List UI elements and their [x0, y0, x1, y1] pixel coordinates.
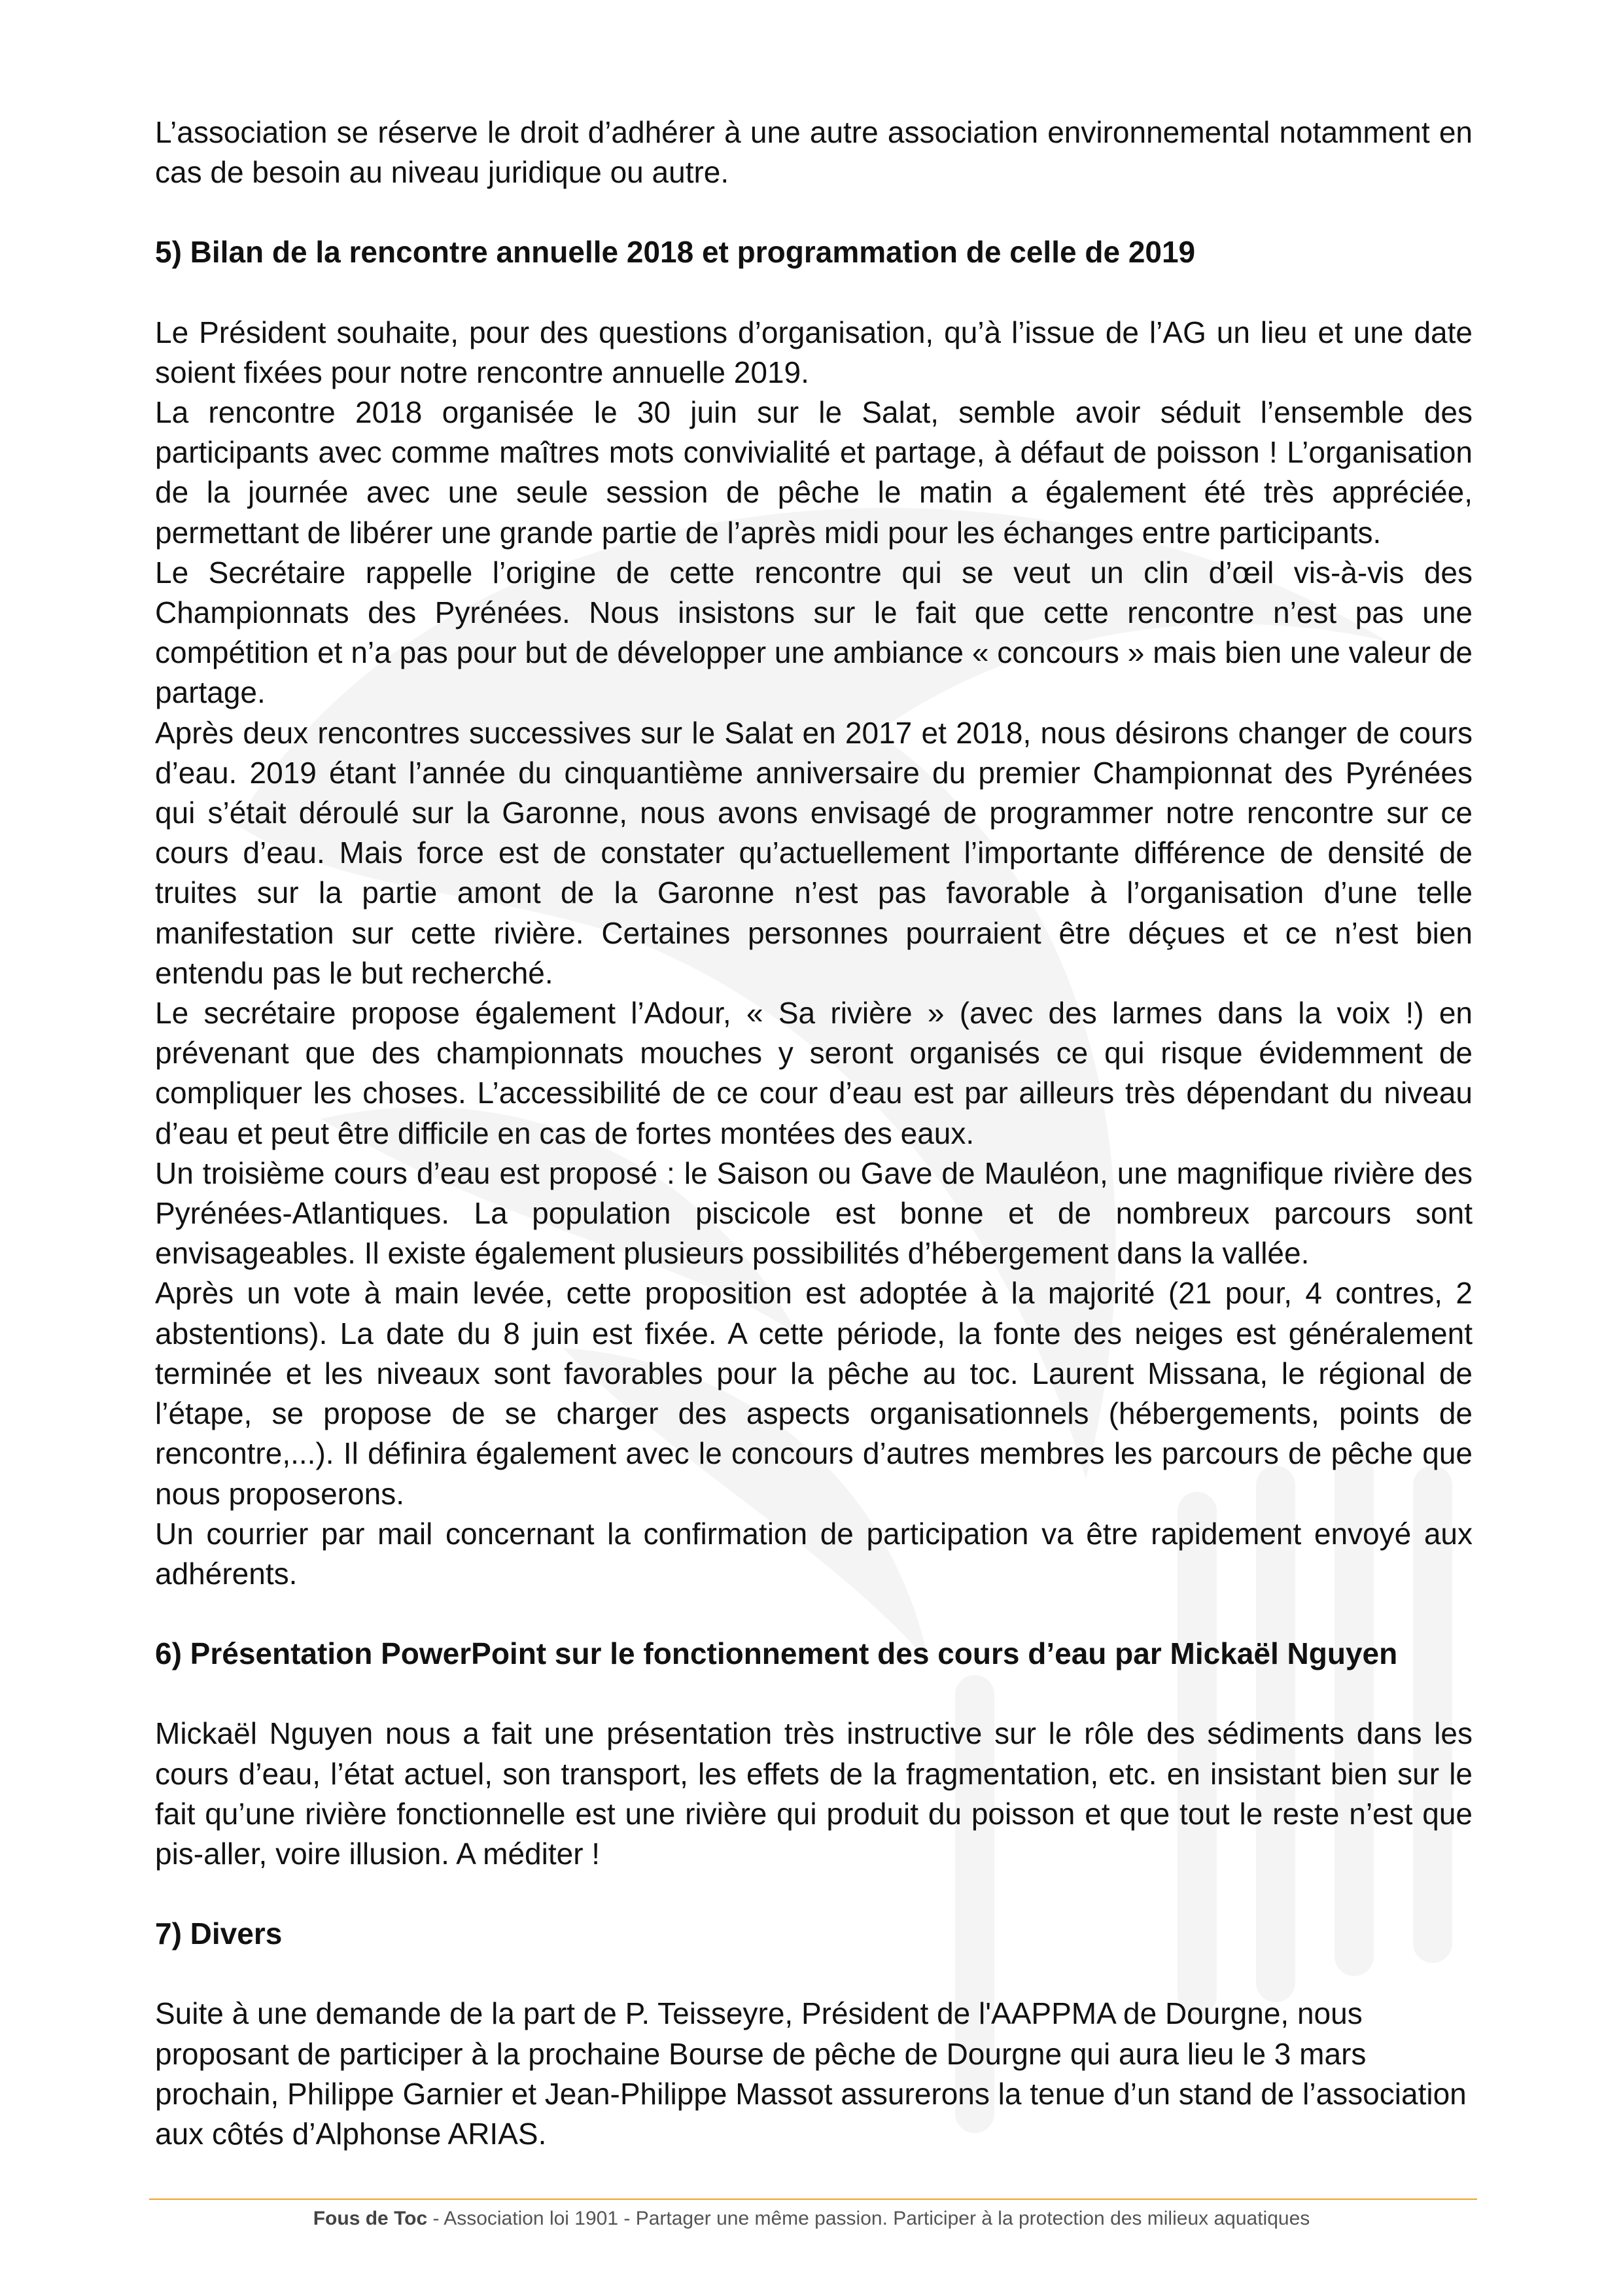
footer-org-name: Fous de Toc	[313, 2208, 428, 2229]
section5-paragraph-8: Un courrier par mail concernant la confirmation de participation va être rapidement envoyé aux adhérents.	[155, 1516, 1473, 1591]
page-footer	[0, 2208, 1623, 2230]
section7-paragraph: Suite à une demande de la part de P. Teisseyre, Président de l'AAPPMA de Dourgne, nous proposant de participer à la prochaine Bourse de pêche de Dourgne qui aura lieu le 3 mars prochain, Philippe Garnier et Jean-Philippe Massot assurerons la tenue d’un stand de l’association aux côtés d’Alphonse ARIAS.	[155, 1996, 1467, 2151]
section6-paragraph: Mickaël Nguyen nous a fait une présentation très instructive sur le rôle des sédiments dans les cours d’eau, l’état actuel, son transport, les effets de la fragmentation, etc. en insistant bien sur le fait qu’une rivière fonctionnelle est une rivière qui produit du poisson et que tout le reste n’est que pis-aller, voire illusion. A méditer !	[155, 1716, 1473, 1871]
section5-paragraph-2: La rencontre 2018 organisée le 30 juin sur le Salat, semble avoir séduit l’ensemble des participants avec comme maîtres mots convivialité et partage, à défaut de poisson ! L’organisation de la journée avec une seule session de pêche le matin a également été très appréciée, permettant de libérer une grande partie de l’après midi pour les échanges entre participants.	[155, 395, 1473, 550]
footer-text: - Association loi 1901 - Partager une même passion. Participer à la protection des milieux aquatiques	[427, 2208, 1310, 2229]
section5-paragraph-7: Après un vote à main levée, cette proposition est adoptée à la majorité (21 pour, 4 contres, 2 abstentions). La date du 8 juin est fixée. A cette période, la fonte des neiges est généralement terminée et les niveaux sont favorables pour la pêche au toc. Laurent Missana, le régional de l’étape, se propose de se charger des aspects organisationnels (hébergements, points de rencontre,...). Il définira également avec le concours d’autres membres les parcours de pêche que nous proposerons.	[155, 1276, 1473, 1511]
section5-heading: 5) Bilan de la rencontre annuelle 2018 et programmation de celle de 2019	[155, 235, 1196, 270]
section5-paragraph-1: Le Président souhaite, pour des questions d’organisation, qu’à l’issue de l’AG un lieu et une date soient fixées pour notre rencontre annuelle 2019.	[155, 315, 1473, 389]
section5-paragraph-3: Le Secrétaire rappelle l’origine de cette rencontre qui se veut un clin d’œil vis-à-vis des Championnats des Pyrénées. Nous insistons sur le fait que cette rencontre n’est pas une compétition et n’a pas pour but de développer une ambiance « concours » mais bien une valeur de partage.	[155, 555, 1473, 710]
intro-paragraph: L’association se réserve le droit d’adhérer à une autre association environnemental notamment en cas de besoin au niveau juridique ou autre.	[155, 115, 1473, 190]
section5-paragraph-6: Un troisième cours d’eau est proposé : le Saison ou Gave de Mauléon, une magnifique rivière des Pyrénées-Atlantiques. La population piscicole est bonne et de nombreux parcours sont envisageables. Il existe également plusieurs possibilités d’hébergement dans la vallée.	[155, 1156, 1473, 1271]
section7-heading: 7) Divers	[155, 1916, 283, 1951]
section6-heading: 6) Présentation PowerPoint sur le fonctionnement des cours d’eau par Mickaël Nguyen	[155, 1636, 1398, 1671]
section5-paragraph-4: Après deux rencontres successives sur le Salat en 2017 et 2018, nous désirons changer de cours d’eau. 2019 étant l’année du cinquantième anniversaire du premier Championnat des Pyrénées qui s’était déroulé sur la Garonne, nous avons envisagé de programmer notre rencontre sur ce cours d’eau. Mais force est de constater qu’actuellement l’importante différence de densité de truites sur la partie amont de la Garonne n’est pas favorable à l’organisation d’une telle manifestation sur cette rivière. Certaines personnes pourraient être déçues et ce n’est bien entendu pas le but recherché.	[155, 715, 1473, 990]
footer-rule	[149, 2199, 1477, 2200]
document-body	[155, 113, 1473, 2154]
section5-paragraph-5: Le secrétaire propose également l’Adour, « Sa rivière » (avec des larmes dans la voix !) en prévenant que des championnats mouches y seront organisés ce qui risque évidemment de compliquer les choses. L’accessibilité de ce cour d’eau est par ailleurs très dépendant du niveau d’eau et peut être difficile en cas de fortes montées des eaux.	[155, 996, 1473, 1150]
